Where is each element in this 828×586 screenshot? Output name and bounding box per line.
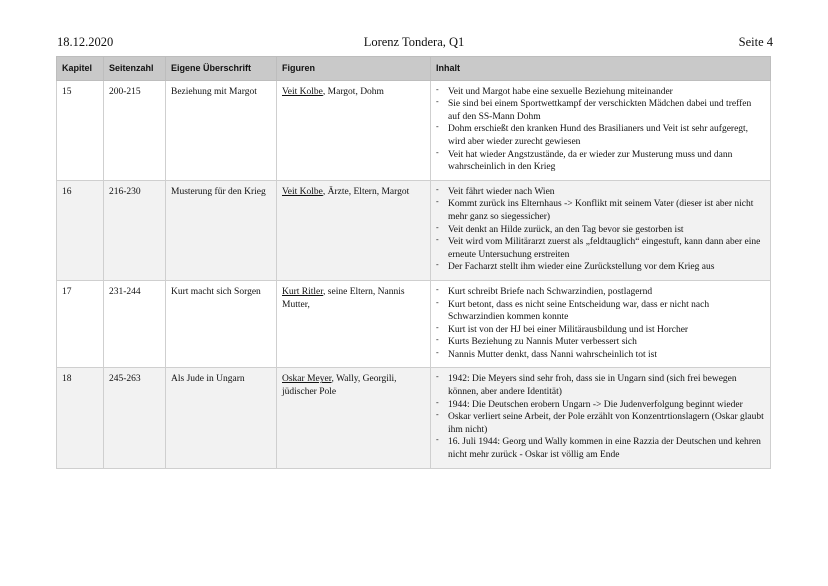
cell-figuren [277, 80, 431, 180]
column-header-figuren: Figuren [277, 57, 431, 81]
cell-seitenzahl: 216-230 [104, 180, 166, 280]
other-characters: , seine Eltern, Nannis Mutter, [282, 286, 405, 310]
event-list [436, 86, 765, 174]
list-item: - Der Facharzt stellt ihm wieder eine Zurückstellung vor dem Krieg aus [448, 261, 765, 274]
chapter-summary-table [56, 56, 771, 469]
list-item: - Kurt ist von der HJ bei einer Militärausbildung und ist Horcher [448, 324, 765, 337]
cell-seitenzahl: 245-263 [104, 368, 166, 468]
cell-kapitel: 15 [57, 80, 104, 180]
other-characters: , Wally, Georgili, jüdischer Pole [282, 374, 397, 398]
event-list [436, 373, 765, 461]
table-row [57, 180, 771, 280]
list-item: - Oskar verliert seine Arbeit, der Pole erzählt von Konzentrtionslagern (Oskar glaubt ihm nicht) [448, 411, 765, 436]
list-item: - Kurts Beziehung zu Nannis Muter verbessert sich [448, 336, 765, 349]
cell-inhalt [431, 280, 771, 368]
cell-inhalt [431, 80, 771, 180]
header-date: 18.12.2020 [57, 35, 114, 49]
list-item: - Veit denkt an Hilde zurück, an den Tag bevor sie gestorben ist [448, 224, 765, 237]
list-item: - Veit wird vom Militärarzt zuerst als „feldtauglich“ eingestuft, kann dann aber eine erneute Untersuchung erstreiten [448, 236, 765, 261]
cell-seitenzahl: 200-215 [104, 80, 166, 180]
list-item: - Veit und Margot habe eine sexuelle Beziehung miteinander [448, 86, 765, 99]
main-character: Oskar Meyer [282, 374, 332, 385]
event-list [436, 186, 765, 274]
main-character: Veit Kolbe [282, 186, 323, 197]
cell-ueberschrift: Beziehung mit Margot [166, 80, 277, 180]
main-character: Veit Kolbe [282, 86, 323, 97]
event-list [436, 286, 765, 362]
column-header-inhalt: Inhalt [431, 57, 771, 81]
cell-ueberschrift: Musterung für den Krieg [166, 180, 277, 280]
list-item: - Kommt zurück ins Elternhaus -> Konflikt mit seinem Vater (dieser ist aber nicht mehr ganz so siegessicher) [448, 198, 765, 223]
cell-figuren [277, 280, 431, 368]
table-row [57, 368, 771, 468]
list-item: - 16. Juli 1944: Georg und Wally kommen in eine Razzia der Deutschen und kehren nicht mehr zurück - Oskar ist völlig am Ende [448, 436, 765, 461]
cell-kapitel: 16 [57, 180, 104, 280]
cell-ueberschrift: Kurt macht sich Sorgen [166, 280, 277, 368]
main-character: Kurt Ritler [282, 286, 324, 297]
list-item: - Sie sind bei einem Sportwettkampf der verschickten Mädchen dabei und treffen auf den SS-Mann Dohm [448, 98, 765, 123]
cell-kapitel: 17 [57, 280, 104, 368]
cell-seitenzahl: 231-244 [104, 280, 166, 368]
table-row [57, 280, 771, 368]
table-header-row [57, 57, 771, 81]
cell-ueberschrift: Als Jude in Ungarn [166, 368, 277, 468]
cell-figuren [277, 368, 431, 468]
other-characters: , Margot, Dohm [322, 86, 384, 97]
column-header-ueberschrift: Eigene Überschrift [166, 57, 277, 81]
cell-figuren [277, 180, 431, 280]
list-item: - Dohm erschießt den kranken Hund des Brasilianers und Veit ist sehr aufgeregt, wird aber wieder zurecht gewiesen [448, 123, 765, 148]
cell-inhalt [431, 368, 771, 468]
column-header-kapitel: Kapitel [57, 57, 104, 81]
header-author: Lorenz Tondera, Q1 [363, 35, 465, 49]
list-item: - Veit hat wieder Angstzustände, da er wieder zur Musterung muss und dann wahrscheinlich in den Krieg [448, 149, 765, 174]
cell-inhalt [431, 180, 771, 280]
list-item: - Nannis Mutter denkt, dass Nanni wahrscheinlich tot ist [448, 349, 765, 362]
list-item: - 1942: Die Meyers sind sehr froh, dass sie in Ungarn sind (sich frei bewegen können, aber andere Identität) [448, 373, 765, 398]
cell-kapitel: 18 [57, 368, 104, 468]
header-page-number: Seite 4 [738, 35, 773, 49]
table-row [57, 80, 771, 180]
list-item: - Kurt schreibt Briefe nach Schwarzindien, postlagernd [448, 286, 765, 299]
list-item: - Veit fährt wieder nach Wien [448, 186, 765, 199]
list-item: - 1944: Die Deutschen erobern Ungarn -> Die Judenverfolgung beginnt wieder [448, 399, 765, 412]
other-characters: , Ärzte, Eltern, Margot [322, 186, 410, 197]
column-header-seitenzahl: Seitenzahl [104, 57, 166, 81]
list-item: - Kurt betont, dass es nicht seine Entscheidung war, dass er nicht nach Schwarzindien kommen konnte [448, 299, 765, 324]
